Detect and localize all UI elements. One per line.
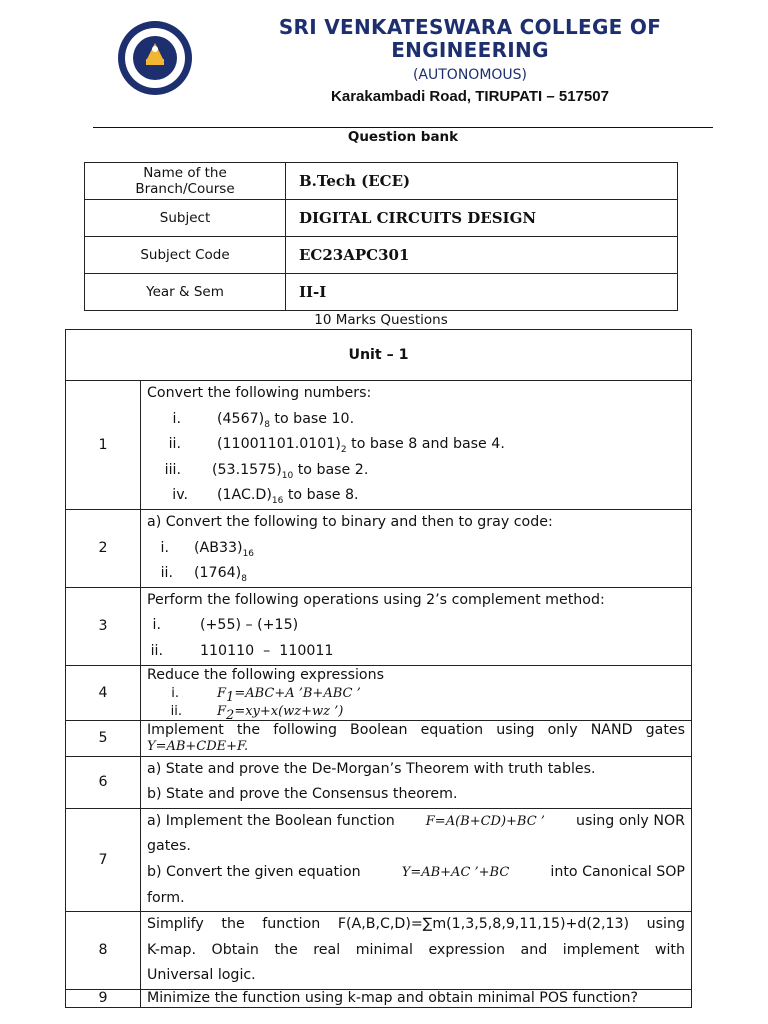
question-row: [66, 808, 692, 911]
question-number: 5: [66, 720, 141, 756]
question-item: ii. 110110 – 110011: [150, 642, 334, 659]
info-row: [85, 200, 678, 237]
question-number: 9: [66, 989, 141, 1007]
info-key: Subject: [85, 200, 286, 237]
question-stem: a) Convert the following to binary and then to gray code:: [147, 513, 553, 530]
question-line: form.: [147, 889, 185, 906]
college-logo: [116, 19, 194, 97]
question-text: [141, 381, 692, 510]
question-line: b) Convert the given equation Y=AB+AC ’+BC into Canonical SOP: [147, 863, 685, 880]
question-stem: Perform the following operations using 2’s complement method:: [147, 591, 605, 608]
question-number: 7: [66, 808, 141, 911]
info-key: Name of the Branch/Course: [85, 163, 286, 200]
question-item: i. $(AB33)_{16}$: [160, 539, 255, 559]
info-value: B.Tech (ECE): [286, 163, 678, 200]
question-text: [141, 808, 692, 911]
college-name-line1: SRI VENKATESWARA COLLEGE OF: [278, 15, 662, 39]
doc-title: Question bank: [347, 129, 459, 145]
question-line: gates.: [147, 838, 191, 855]
info-row: [85, 274, 678, 311]
info-value: EC23APC301: [286, 237, 678, 274]
question-number: 2: [66, 509, 141, 587]
college-name-line2: ENGINEERING: [391, 38, 549, 62]
question-row: [66, 989, 692, 1007]
question-number: 3: [66, 587, 141, 665]
question-item: i. $F_1=ABC+A$ ’B+ABC ’: [171, 685, 361, 705]
question-item: ii. $(1764)_8$: [160, 565, 247, 584]
question-line: Universal logic.: [147, 967, 256, 984]
course-info-table: [84, 162, 678, 311]
question-line: K-map. Obtain the real minimal expression and implement with: [147, 941, 685, 958]
question-line: a) Implement the Boolean function F=A(B+CD)+BC ’ using only NOR: [147, 812, 685, 829]
info-key: Subject Code: [85, 237, 286, 274]
info-key: Year & Sem: [85, 274, 286, 311]
question-number: 8: [66, 912, 141, 990]
info-row: [85, 237, 678, 274]
question-stem: Convert the following numbers:: [147, 385, 372, 401]
question-text: [141, 720, 692, 756]
question-text: [141, 989, 692, 1007]
question-row: [66, 587, 692, 665]
question-line: b) State and prove the Consensus theorem.: [147, 786, 458, 803]
question-number: 1: [66, 381, 141, 510]
question-text: [141, 912, 692, 990]
info-value: DIGITAL CIRCUITS DESIGN: [286, 200, 678, 237]
marks-heading: 10 Marks Questions: [314, 312, 448, 328]
header-divider: [93, 127, 713, 128]
question-row: [66, 756, 692, 808]
college-name: [240, 16, 700, 62]
question-item: i. (+55) – (+15): [152, 617, 299, 634]
question-item: ii. $(11001101.0101)_2$ to base 8 and base 4.: [168, 436, 505, 456]
question-row: [66, 509, 692, 587]
question-item: ii. $F_2=xy+x(wz+wz$ ’): [170, 703, 344, 723]
question-text: [141, 587, 692, 665]
question-text: [141, 665, 692, 723]
question-line: Implement the following Boolean equation using only NAND gates: [147, 721, 685, 738]
question-stem: Reduce the following expressions: [147, 666, 384, 683]
question-row: [66, 381, 692, 510]
question-number: 6: [66, 756, 141, 808]
info-value: II-I: [286, 274, 678, 311]
question-text: [141, 509, 692, 587]
question-row: [66, 665, 692, 720]
autonomous-label: (AUTONOMOUS): [412, 67, 528, 83]
questions-table: [65, 329, 692, 1008]
question-equation: Y=AB+CDE+F.: [147, 738, 249, 754]
college-address: Karakambadi Road, TIRUPATI – 517507: [331, 88, 609, 105]
question-line: Minimize the function using k-map and obtain minimal POS function?: [147, 989, 638, 1006]
question-number: 4: [66, 665, 141, 720]
unit-heading: Unit – 1: [66, 330, 692, 381]
info-row: [85, 163, 678, 200]
question-line: Simplify the function F(A,B,C,D)=∑m(1,3,5,8,9,11,15)+d(2,13) using: [147, 916, 685, 933]
question-item: iv. $(1AC.D)_{16}$ to base 8.: [172, 487, 359, 507]
question-text: [141, 756, 692, 808]
question-line: a) State and prove the De-Morgan’s Theorem with truth tables.: [147, 760, 596, 777]
question-row: [66, 912, 692, 990]
question-row: [66, 720, 692, 756]
question-item: i. $(4567)_8$ to base 10.: [172, 410, 355, 430]
question-item: iii. $(53.1575)_{10}$ to base 2.: [164, 461, 369, 481]
